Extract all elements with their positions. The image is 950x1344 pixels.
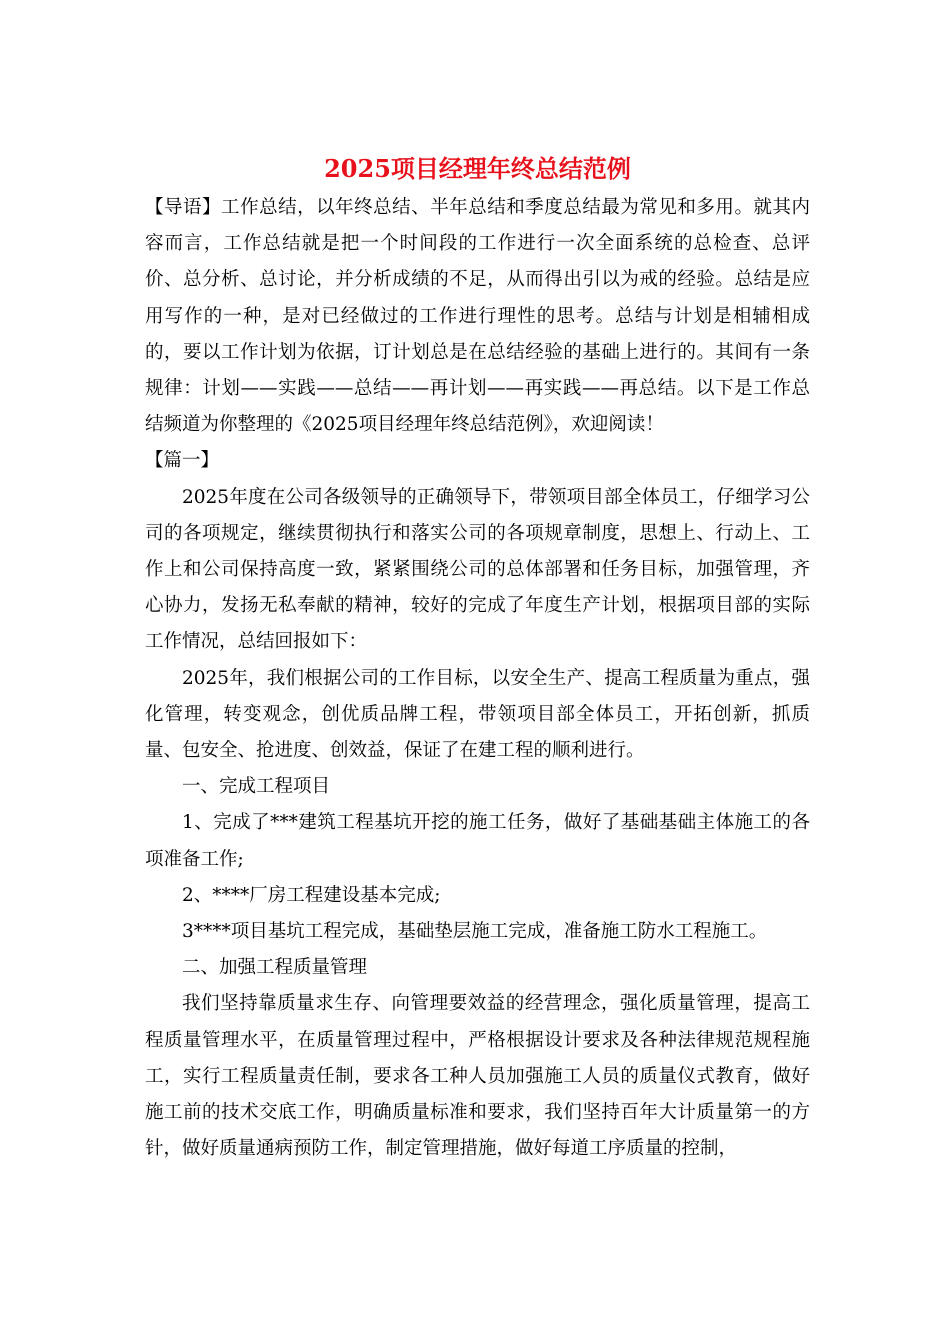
document-page	[145, 148, 810, 1167]
list-item: 1、完成了***建筑工程基坑开挖的施工任务，做好了基础基础主体施工的各项准备工作;	[145, 812, 810, 870]
intro-paragraph: 【导语】工作总结，以年终总结、半年总结和季度总结最为常见和多用。就其内容而言，工作总结就是把一个时间段的工作进行一次全面系统的总检查、总评价、总分析、总讨论，并分析成绩的不足，从而得出引以为戒的经验。总结是应用写作的一种，是对已经做过的工作进行理性的思考。总结与计划是相辅相成的，要以工作计划为依据，订计划总是在总结经验的基础上进行的。其间有一条规律：计划——实践——总结——再计划——再实践——再总结。以下是工作总结频道为你整理的《2025项目经理年终总结范例》，欢迎阅读！	[145, 197, 810, 436]
list-item: 3****项目基坑工程完成，基础垫层施工完成，准备施工防水工程施工。	[182, 921, 768, 943]
section-label: 【篇一】	[145, 450, 220, 472]
body-paragraph: 我们坚持靠质量求生存、向管理要效益的经营理念，强化质量管理，提高工程质量管理水平，在质量管理过程中，严格根据设计要求及各种法律规范规程施工，实行工程质量责任制，要求各工种人员加强施工人员的质量仪式教育，做好施工前的技术交底工作，明确质量标准和要求，我们坚持百年大计质量第一的方针，做好质量通病预防工作，制定管理措施，做好每道工序质量的控制，	[145, 993, 810, 1160]
list-item: 2、****厂房工程建设基本完成;	[182, 884, 441, 906]
section-heading: 二、加强工程质量管理	[182, 957, 368, 979]
document-title: 2025项目经理年终总结范例	[324, 154, 631, 183]
body-paragraph: 2025年度在公司各级领导的正确领导下，带领项目部全体员工，仔细学习公司的各项规定，继续贯彻执行和落实公司的各项规章制度，思想上、行动上、工作上和公司保持高度一致，紧紧围绕公司的总体部署和任务目标，加强管理，齐心协力，发扬无私奉献的精神，较好的完成了年度生产计划，根据项目部的实际工作情况，总结回报如下：	[145, 486, 810, 653]
body-paragraph: 2025年，我们根据公司的工作目标，以安全生产、提高工程质量为重点，强化管理，转变观念，创优质品牌工程，带领项目部全体员工，开拓创新，抓质量、包安全、抢进度、创效益，保证了在建工程的顺利进行。	[145, 667, 810, 762]
section-heading: 一、完成工程项目	[182, 776, 331, 798]
